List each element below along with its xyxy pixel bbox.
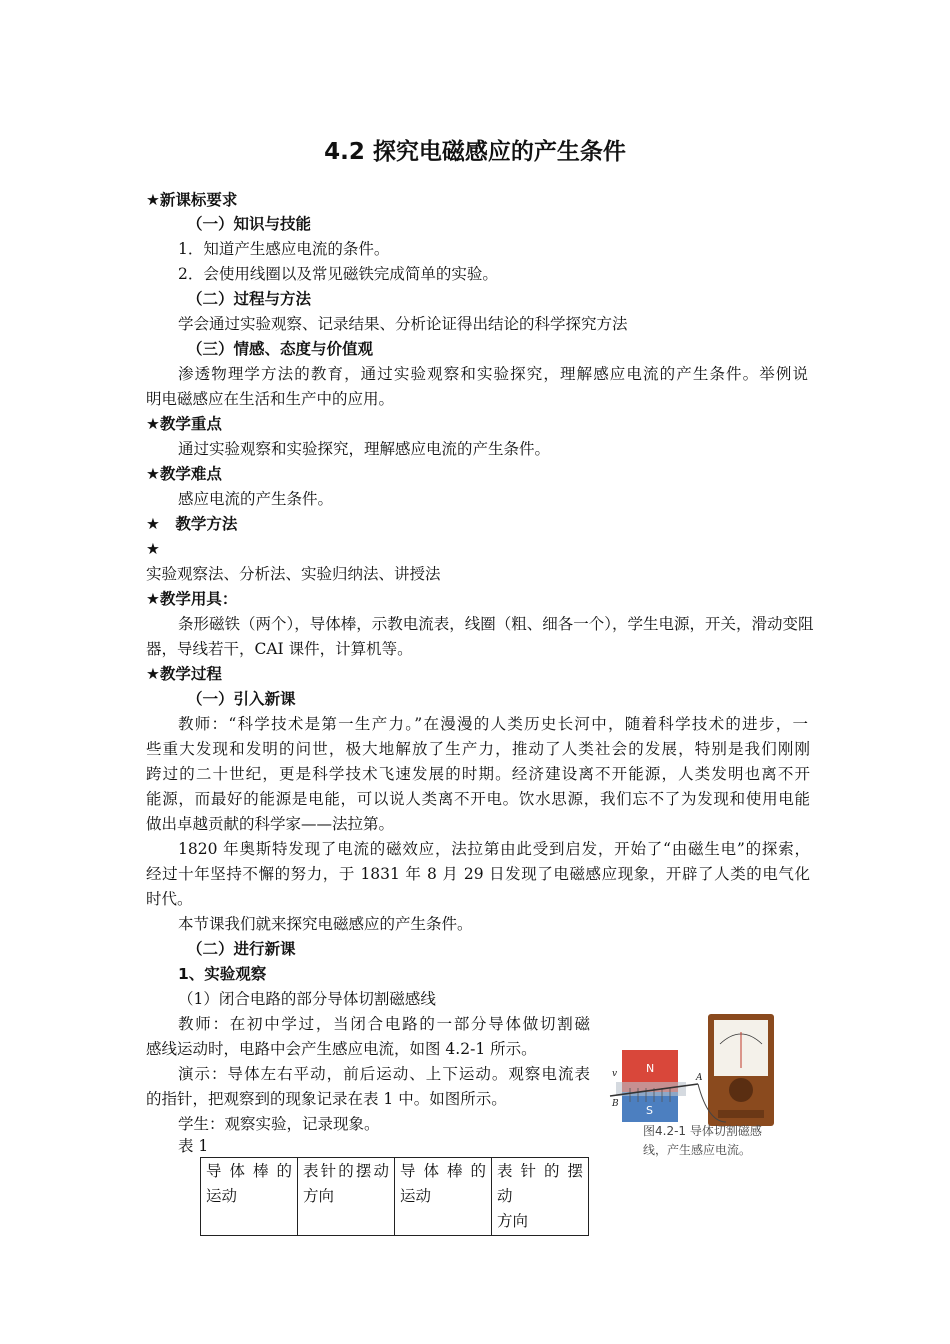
paragraph-line: （1）闭合电路的部分导体切割磁感线	[178, 990, 436, 1008]
paragraph-line: 演示：导体左右平动，前后运动、上下运动。观察电流表	[178, 1065, 590, 1083]
subheading-knowledge: （一）知识与技能	[187, 215, 312, 233]
paragraph-line: 学会通过实验观察、记录结果、分析论证得出结论的科学探究方法	[178, 315, 628, 333]
paragraph-line: 教师：“科学技术是第一生产力。”在漫漫的人类历史长河中，随着科学技术的进步，一	[178, 715, 808, 733]
paragraph-line: 的指针，把观察到的现象记录在表 1 中。如图所示。	[146, 1090, 507, 1108]
label-v: v	[612, 1069, 618, 1079]
star-mark: ★	[146, 540, 160, 558]
label-b: B	[612, 1099, 619, 1109]
heading-tools: ★教学用具：	[146, 590, 238, 608]
paragraph-line: 1820 年奥斯特发现了电流的磁效应，法拉第由此受到启发，开始了“由磁生电”的探索，	[178, 840, 810, 858]
meter-base	[718, 1110, 764, 1118]
paragraph-line: 些重大发现和发明的问世，极大地解放了生产力，推动了人类社会的发展，特别是我们刚刚	[146, 740, 810, 758]
paragraph-line: 实验观察法、分析法、实验归纳法、讲授法	[146, 565, 441, 583]
heading-methods: ★ 教学方法	[146, 515, 238, 533]
paragraph-line: 明电磁感应在生活和生产中的应用。	[146, 390, 395, 408]
paragraph-line: 经过十年坚持不懈的努力，于 1831 年 8 月 29 日发现了电磁感应现象，开辟了人类的电气化	[146, 865, 810, 883]
paragraph-line: 做出卓越贡献的科学家——法拉第。	[146, 815, 395, 833]
paragraph-line: 感应电流的产生条件。	[178, 490, 334, 508]
observation-table	[200, 1157, 589, 1236]
page-title: 4.2 探究电磁感应的产生条件	[324, 139, 626, 165]
heading-curriculum: ★新课标要求	[146, 191, 238, 209]
paragraph-line: 1．知道产生感应电流的条件。	[178, 240, 390, 258]
paragraph-line: 跨过的二十世纪，更是科学技术飞速发展的时期。经济建设离不开能源，人类发明也离不开	[146, 765, 810, 783]
meter-coil	[729, 1078, 753, 1102]
paragraph-line: 渗透物理学方法的教育，通过实验观察和实验探究，理解感应电流的产生条件。举例说	[178, 365, 808, 383]
label-s: S	[646, 1104, 653, 1117]
table-cell: 表针的摆动 方向	[298, 1158, 395, 1236]
paragraph-line: 能源，而最好的能源是电能，可以说人类离不开电。饮水思源，我们忘不了为发现和使用电能	[146, 790, 810, 808]
subheading-values: （三）情感、态度与价值观	[187, 340, 374, 358]
paragraph-line: 通过实验观察和实验探究，理解感应电流的产生条件。	[178, 440, 551, 458]
paragraph-line: 教师：在初中学过，当闭合电路的一部分导体做切割磁	[178, 1015, 590, 1033]
subheading-intro: （一）引入新课	[187, 690, 296, 708]
paragraph-line: 2．会使用线圈以及常见磁铁完成简单的实验。	[178, 265, 498, 283]
paragraph-line: 学生：观察实验，记录现象。	[178, 1115, 380, 1133]
heading-difficulties: ★教学难点	[146, 465, 222, 483]
table-cell: 导体棒的 运动	[201, 1158, 298, 1236]
subheading-process: （二）过程与方法	[187, 290, 312, 308]
paragraph-line: 本节课我们就来探究电磁感应的产生条件。	[178, 915, 473, 933]
subheading-new-lesson: （二）进行新课	[187, 940, 296, 958]
label-n: N	[646, 1062, 655, 1075]
paragraph-line: 时代。	[146, 890, 193, 908]
table-label: 表 1	[178, 1137, 209, 1155]
subheading-experiment: 1、实验观察	[178, 965, 267, 983]
label-a: A	[696, 1073, 703, 1083]
paragraph-line: 器，导线若干，CAI 课件，计算机等。	[146, 640, 413, 658]
paragraph-line: 条形磁铁（两个），导体棒，示教电流表，线圈（粗、细各一个），学生电源，开关，滑动变阻	[178, 615, 814, 633]
table-row	[201, 1158, 589, 1236]
heading-process: ★教学过程	[146, 665, 222, 683]
paragraph-line: 感线运动时，电路中会产生感应电流，如图 4.2-1 所示。	[146, 1040, 537, 1058]
table-cell: 表 针 的 摆 动 方向	[492, 1158, 589, 1236]
table-cell: 导体棒的 运动	[395, 1158, 492, 1236]
heading-key-points: ★教学重点	[146, 415, 222, 433]
figure-caption: 图4.2-1 导体切割磁感 线，产生感应电流。	[643, 1124, 762, 1157]
